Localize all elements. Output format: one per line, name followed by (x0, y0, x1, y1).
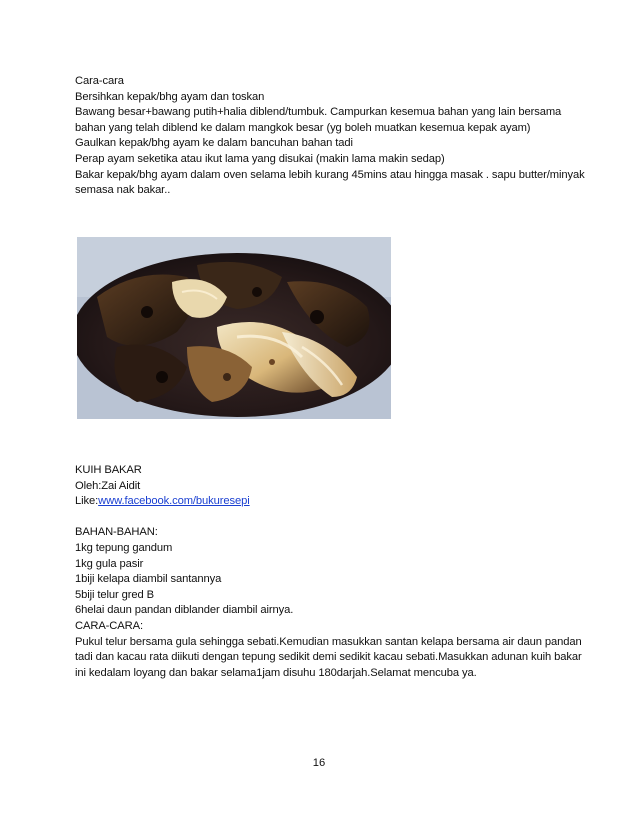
ingredient-item: 5biji telur gred B (75, 588, 155, 601)
kuih-bakar-section (75, 463, 582, 681)
method-step: Bersihkan kepak/bhg ayam dan toskan (75, 90, 265, 103)
spacer (75, 510, 575, 526)
method-step: semasa nak bakar.. (75, 184, 171, 197)
ingredient-item: 6helai daun pandan diblander diambil airnya. (75, 604, 294, 617)
method-step: Perap ayam seketika atau ikut lama yang disukai (makin lama makin sedap) (75, 152, 445, 165)
ingredient-item: 1kg tepung gandum (75, 541, 173, 554)
method-heading: Cara-cara (75, 75, 124, 87)
method-heading: CARA-CARA: (75, 619, 143, 632)
method-step: Bakar kepak/bhg ayam dalam oven selama lebih kurang 45mins atau hingga masak . sapu butter/minyak (75, 168, 585, 181)
page-number: 16 (312, 757, 326, 769)
ingredients-heading: BAHAN-BAHAN: (75, 526, 158, 539)
method-step: bahan yang telah diblend ke dalam mangkok besar (yg boleh muatkan kesemua kepak ayam) (75, 121, 531, 134)
like-prefix: Like: (75, 495, 99, 508)
recipe-author: Oleh:Zai Aidit (75, 479, 141, 492)
method-line: tadi dan kacau rata diikuti dengan tepung sedikit demi sedikit kacau sebati.Masukkan adunan kuih bakar (75, 651, 582, 664)
recipe-title: KUIH BAKAR (75, 464, 142, 476)
method-step: Bawang besar+bawang putih+halia diblend/tumbuk. Campurkan kesemua bahan yang lain bersama (75, 106, 562, 119)
facebook-link[interactable]: www.facebook.com/bukuresepi (98, 495, 250, 508)
chicken-method-section (75, 74, 585, 199)
ingredient-item: 1biji kelapa diambil santannya (75, 573, 222, 586)
method-step: Gaulkan kepak/bhg ayam ke dalam bancuhan bahan tadi (75, 137, 353, 150)
method-line: Pukul telur bersama gula sehingga sebati.Kemudian masukkan santan kelapa bersama air daun pandan (75, 635, 582, 648)
ingredient-item: 1kg gula pasir (75, 557, 144, 570)
grilled-chicken-photo (77, 237, 391, 419)
photo-illustration (77, 237, 391, 419)
like-line (75, 494, 575, 510)
method-line: ini kedalam loyang dan bakar selama1jam disuhu 180darjah.Selamat mencuba ya. (75, 666, 477, 679)
